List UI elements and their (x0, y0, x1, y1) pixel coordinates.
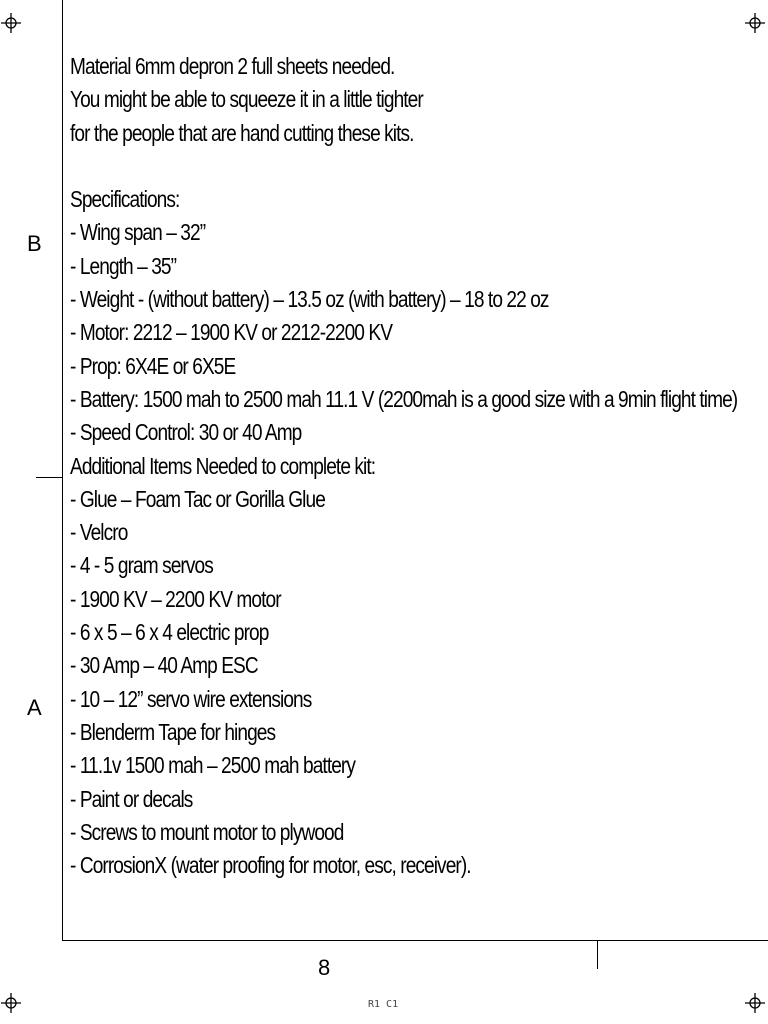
kit-notes (70, 50, 767, 882)
page-bottom-tick (597, 941, 598, 969)
spec-item: - Length – 35” (70, 252, 177, 279)
additional-item: - 6 x 5 – 6 x 4 electric prop (70, 619, 269, 646)
specifications-heading: Specifications: (70, 186, 180, 213)
zone-label-b: B (27, 231, 42, 256)
paragraph-spacer (70, 150, 767, 183)
zone-label-a: A (27, 695, 42, 720)
frame-bottom-border (62, 940, 768, 941)
additional-item: - 11.1v 1500 mah – 2500 mah battery (70, 752, 356, 779)
intro-line: You might be able to squeeze it in a little tighter (70, 86, 423, 113)
intro-line: for the people that are hand cutting these kits. (70, 119, 414, 146)
additional-item: - 10 – 12” servo wire extensions (70, 685, 312, 712)
spec-item: - Prop: 6X4E or 6X5E (70, 352, 236, 379)
spec-item: - Battery: 1500 mah to 2500 mah 11.1 V (2200mah is a good size with a 9min flight time) (70, 385, 738, 412)
frame-left-border (62, 0, 63, 941)
spec-item: - Weight - (without battery) – 13.5 oz (with battery) – 18 to 22 oz (70, 286, 549, 313)
registration-mark-icon (744, 992, 766, 1014)
additional-item: - Glue – Foam Tac or Gorilla Glue (70, 485, 325, 512)
additional-item: - 1900 KV – 2200 KV motor (70, 585, 281, 612)
additional-item: - Paint or decals (70, 785, 193, 812)
spec-item: - Motor: 2212 – 1900 KV or 2212-2200 KV (70, 319, 393, 346)
additional-item: - CorrosionX (water proofing for motor, esc, receiver). (70, 852, 471, 879)
additional-items-heading: Additional Items Needed to complete kit: (70, 452, 376, 479)
spec-item: - Speed Control: 30 or 40 Amp (70, 419, 302, 446)
zone-divider-tick (36, 477, 62, 478)
additional-item: - Velcro (70, 519, 128, 546)
additional-item: - Blenderm Tape for hinges (70, 718, 276, 745)
registration-mark-icon (0, 12, 22, 34)
registration-mark-icon (744, 12, 766, 34)
additional-item: - 30 Amp – 40 Amp ESC (70, 652, 258, 679)
additional-item: - Screws to mount motor to plywood (70, 818, 344, 845)
intro-line: Material 6mm depron 2 full sheets needed. (70, 53, 395, 79)
registration-mark-icon (0, 992, 22, 1014)
sheet-code: R1 C1 (368, 999, 399, 1010)
additional-item: - 4 - 5 gram servos (70, 552, 213, 579)
page-number: 8 (318, 955, 331, 980)
spec-item: - Wing span – 32” (70, 219, 206, 246)
